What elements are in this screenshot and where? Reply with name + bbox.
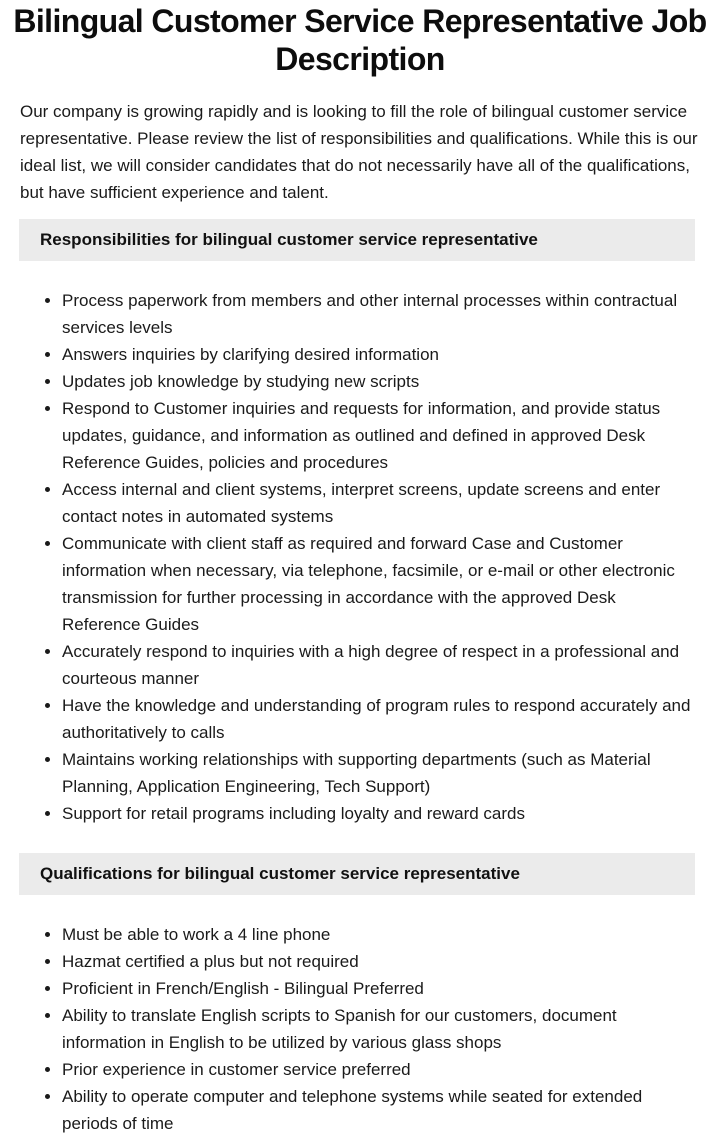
list-item: Have the knowledge and understanding of program rules to respond accurately and authoritatively to calls — [62, 692, 696, 746]
qualifications-heading: Qualifications for bilingual customer service representative — [40, 864, 520, 883]
list-item: Process paperwork from members and other internal processes within contractual services levels — [62, 287, 696, 341]
qualifications-section — [0, 853, 720, 1137]
list-item: Accurately respond to inquiries with a high degree of respect in a professional and courteous manner — [62, 638, 696, 692]
list-item: Ability to operate computer and telephone systems while seated for extended periods of time — [62, 1083, 696, 1137]
page-title: Bilingual Customer Service Representative Job Description — [13, 3, 707, 77]
responsibilities-heading-bar — [19, 219, 695, 261]
list-item: Must be able to work a 4 line phone — [62, 921, 696, 948]
list-item: Access internal and client systems, interpret screens, update screens and enter contact notes in automated systems — [62, 476, 696, 530]
responsibilities-list — [0, 287, 720, 827]
qualifications-heading-bar — [19, 853, 695, 895]
list-item: Support for retail programs including loyalty and reward cards — [62, 800, 696, 827]
responsibilities-section — [0, 219, 720, 827]
list-item: Proficient in French/English - Bilingual Preferred — [62, 975, 696, 1002]
list-item: Prior experience in customer service preferred — [62, 1056, 696, 1083]
responsibilities-heading: Responsibilities for bilingual customer service representative — [40, 230, 538, 249]
list-item: Updates job knowledge by studying new scripts — [62, 368, 696, 395]
list-item: Maintains working relationships with supporting departments (such as Material Planning, Application Engineering, Tech Support) — [62, 746, 696, 800]
list-item: Answers inquiries by clarifying desired information — [62, 341, 696, 368]
list-item: Ability to translate English scripts to Spanish for our customers, document information in English to be utilized by various glass shops — [62, 1002, 696, 1056]
list-item: Hazmat certified a plus but not required — [62, 948, 696, 975]
list-item: Communicate with client staff as required and forward Case and Customer information when necessary, via telephone, facsimile, or e-mail or other electronic transmission for further processing in accordance with the approved Desk Reference Guides — [62, 530, 696, 638]
intro-paragraph: Our company is growing rapidly and is looking to fill the role of bilingual customer service representative. Please review the list of responsibilities and qualifications. While this is our ideal list, we will consider candidates that do not necessarily have all of the qualifications, but have sufficient experience and talent. — [20, 102, 698, 202]
qualifications-list — [0, 921, 720, 1137]
job-description-page — [0, 2, 720, 1137]
list-item: Respond to Customer inquiries and requests for information, and provide status updates, guidance, and information as outlined and defined in approved Desk Reference Guides, policies and procedures — [62, 395, 696, 476]
